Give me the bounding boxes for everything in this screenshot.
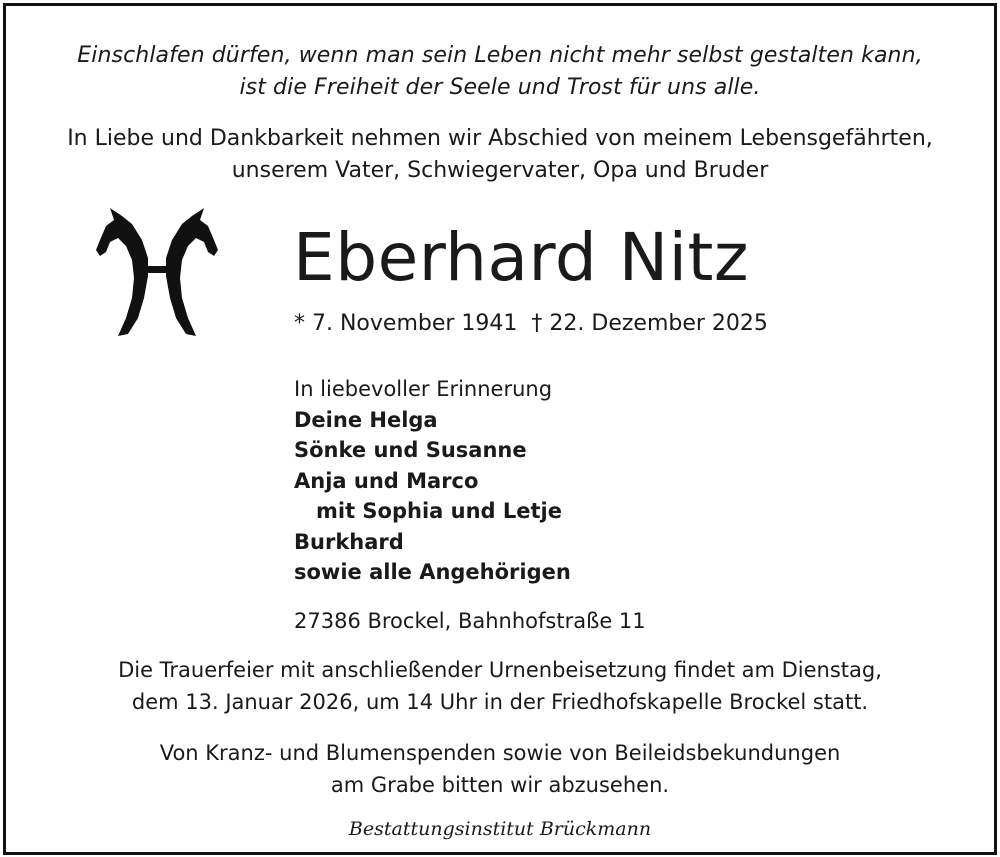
mourners-block [294,374,571,588]
family-address: 27386 Brockel, Bahnhofstraße 11 [294,609,646,633]
motto-line-2: ist die Freiheit der Seele und Trost für uns alle. [239,75,761,100]
birth-date: * 7. November 1941 [294,311,518,336]
deceased-name: Eberhard Nitz [293,219,750,296]
undertaker-name: Bestattungsinstitut Brückmann [348,818,652,840]
intro-text [6,123,994,187]
life-dates [294,309,768,339]
death-date: † 22. Dezember 2025 [531,311,768,336]
intro-line-1: In Liebe und Dankbarkeit nehmen wir Abschied von meinem Lebensgefährten, [67,126,933,151]
request-line-2: am Grabe bitten wir abzusehen. [330,773,670,797]
mourner-name: Anja und Marco [294,468,479,493]
intro-line-2: unserem Vater, Schwiegervater, Opa und Bruder [231,158,769,183]
mourner-name: Burkhard [294,529,404,554]
motto [6,40,994,104]
mourners-heading: In liebevoller Erinnerung [294,377,553,401]
ceremony-info [6,654,994,718]
request-line-1: Von Kranz- und Blumenspenden sowie von Beileidsbekundungen [159,741,841,765]
mourner-name: Sönke und Susanne [294,438,527,462]
motto-line-1: Einschlafen dürfen, wenn man sein Leben nicht mehr selbst gestalten kann, [77,43,923,68]
mourner-name: sowie alle Angehörigen [294,560,571,584]
obituary-frame [3,3,997,855]
mourner-name: Deine Helga [294,407,438,432]
ceremony-line-1: Die Trauerfeier mit anschließender Urnenbeisetzung findet am Dienstag, [118,658,882,682]
mourner-name: mit Sophia und Letje [316,499,562,523]
ceremony-line-2: dem 13. Januar 2026, um 14 Uhr in der Friedhofskapelle Brockel statt. [131,690,869,714]
donation-request [6,737,994,801]
horse-heads-gable-icon [92,200,222,340]
